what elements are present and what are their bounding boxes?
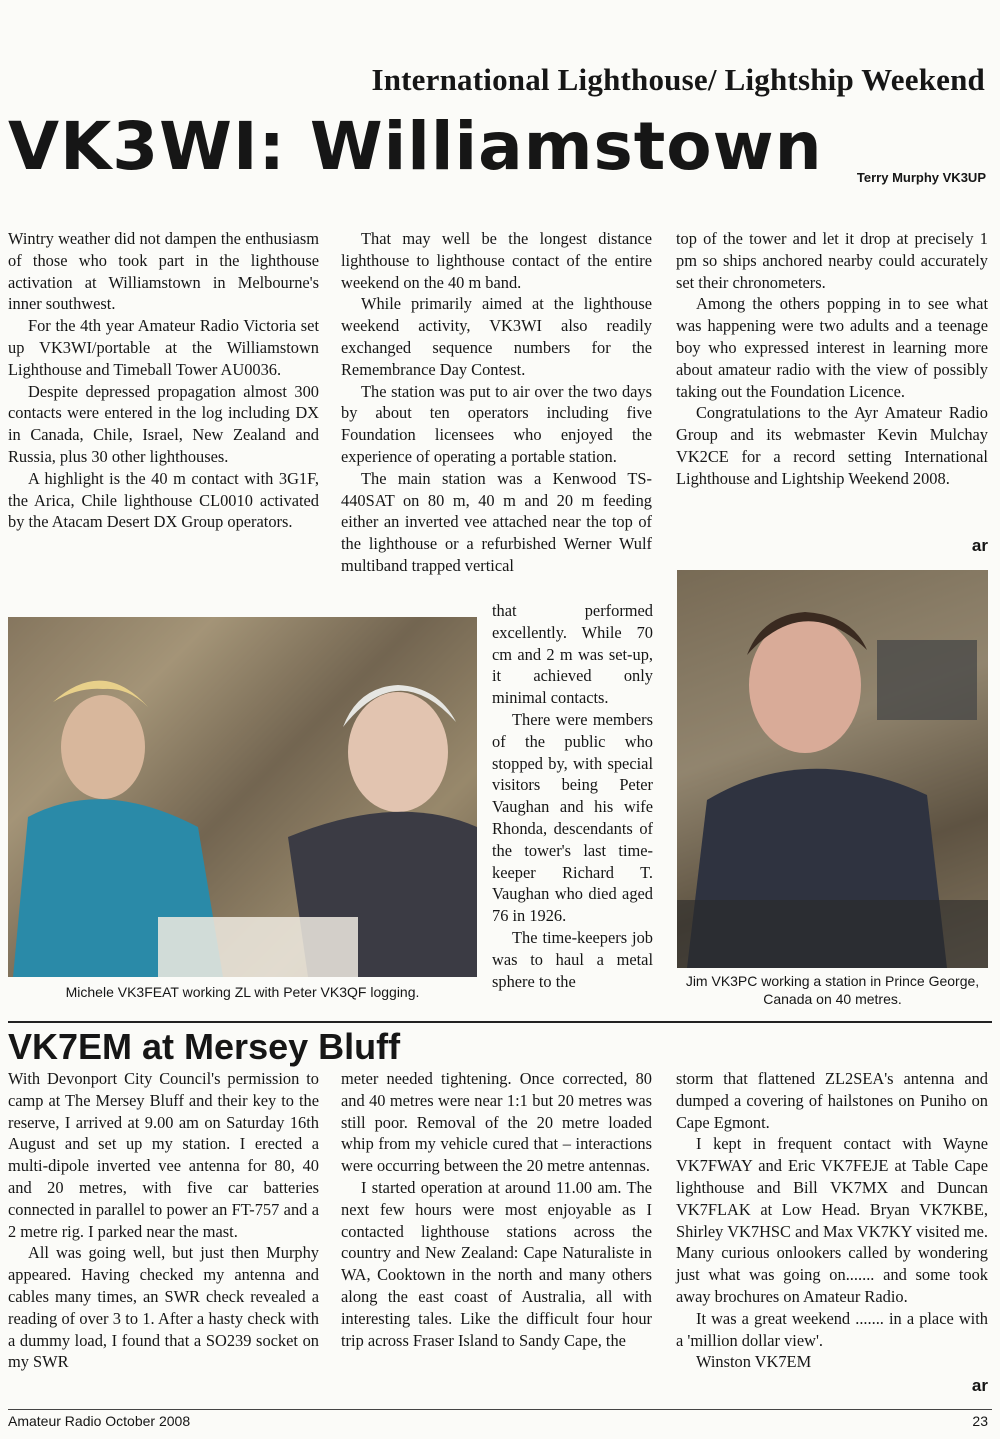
footer-publication: Amateur Radio October 2008 [8,1413,191,1429]
article-headline: VK3WI: Williamstown [8,108,823,185]
paragraph: meter needed tightening. Once corrected, 80 and 40 metres were near 1:1 but 20 metres was still poor. Removal of the 20 metre loaded whip from my vehicle cured that – interactions were occurring between the 20 metre antennas. [341,1069,652,1176]
end-mark: ar [971,536,988,555]
paragraph: Congratulations to the Ayr Amateur Radio Group and its webmaster Kevin Mulchay VK2CE for a record setting International Lighthouse and Lightship Weekend 2008. [676,403,988,488]
photo-operators-logging [8,617,477,977]
paragraph: A highlight is the 40 m contact with 3G1F, the Arica, Chile lighthouse CL0010 activated by the Atacam Desert DX Group operators. [8,468,319,532]
photo-caption: Jim VK3PC working a station in Prince George, Canada on 40 metres. [685,973,980,1007]
article2-column-1 [8,1068,319,1373]
article2-column-2 [341,1068,652,1351]
paragraph: It was a great weekend ....... in a place with a 'million dollar view'. [676,1308,988,1350]
paragraph: I kept in frequent contact with Wayne VK7FWAY and Eric VK7FEJE at Table Cape lighthouse and Bill VK7MX and Duncan VK7FLAK at Low Head. Bryan VK7KBE, Shirley VK7HSC and Max VK7KY visited me. Many curious onlookers called by wondering just what was going on....... and some took away brochures on Amateur Radio. [676,1134,988,1306]
article-kicker: International Lighthouse/ Lightship Weekend [371,62,985,97]
footer-rule [8,1409,992,1410]
article1-column-1 [8,228,319,533]
paragraph: For the 4th year Amateur Radio Victoria set up VK3WI/portable at the Williamstown Lighthouse and Timeball Tower AU0036. [8,316,319,379]
signature: Winston VK7EM [696,1352,812,1372]
section-divider [8,1021,992,1023]
paragraph: I started operation at around 11.00 am. The next few hours were most enjoyable as I contacted lighthouse stations across the country and New Zealand: Cape Naturaliste in WA, Cooktown in the north and many others along the east coast of Australia, all with interesting tales. Like the difficult four hour trip across Fraser Island to Sandy Cape, the [341,1177,652,1350]
paragraph: The main station was a Kenwood TS-440SAT on 80 m, 40 m and 20 m feeding either an inverted vee attached near the top of the lighthouse or a refurbished Werner Wulf multiband trapped vertical [341,468,652,575]
paragraph: The station was put to air over the two days by about ten operators including five Foundation licensees who enjoyed the experience of operating a portable station. [341,381,652,466]
article2-column-3 [676,1068,988,1373]
paragraph: Despite depressed propagation almost 300 contacts were entered in the log including DX in Canada, Chile, Israel, New Zealand and Russia, plus 30 other lighthouses. [8,381,319,466]
paragraph: storm that flattened ZL2SEA's antenna and dumped a covering of hailstones on Puniho on Cape Egmont. [676,1069,988,1132]
paragraph: While primarily aimed at the lighthouse weekend activity, VK3WI also readily exchanged sequence numbers for the Remembrance Day Contest. [341,294,652,379]
paragraph: With Devonport City Council's permission to camp at The Mersey Bluff and their key to the reserve, I arrived at 9.00 am on Saturday 16th August and set up my station. I erected a multi-dipole inverted vee antenna for 80, 40 and 20 metres, with five car batteries connected in parallel to power an FT-757 and a 2 metre rig. I parked near the mast. [8,1069,319,1241]
photo-caption: Michele VK3FEAT working ZL with Peter VK3QF logging. [65,984,420,1000]
byline: Terry Murphy VK3UP [856,170,986,185]
paragraph: That may well be the longest distance lighthouse to lighthouse contact of the entire weekend on the 40 m band. [341,229,652,292]
end-mark: ar [971,1376,988,1395]
paragraph: top of the tower and let it drop at precisely 1 pm so ships anchored nearby could accurately set their chronometers. [676,229,988,292]
paragraph: The time-keepers job was to haul a metal sphere to the [492,927,653,991]
paragraph: that performed excellently. While 70 cm and 2 m was set-up, it achieved only minimal contacts. [492,601,653,708]
section-title: VK7EM at Mersey Bluff [8,1026,401,1067]
photo-illustration [677,570,988,968]
article1-column-3 [676,228,988,490]
paragraph: There were members of the public who stopped by, with special visitors being Peter Vaughan and his wife Rhonda, descendants of the tower's last time-keeper Richard T. Vaughan who died aged 76 in 1926. [492,709,653,926]
paragraph: Among the others popping in to see what was happening were two adults and a teenage boy who expressed interest in learning more about amateur radio with the view of possibly taking out the Foundation Licence. [676,294,988,401]
article1-column-2 [341,228,652,577]
article1-column-2-continued [492,600,653,992]
photo-illustration [8,617,477,977]
paragraph: All was going well, but just then Murphy appeared. Having checked my antenna and cables many times, an SWR check revealed a reading of over 3 to 1. After a hasty check with a dummy load, I found that a SO239 socket on my SWR [8,1243,319,1372]
page-number: 23 [972,1413,988,1429]
photo-station-operator [677,570,988,968]
paragraph: Wintry weather did not dampen the enthusiasm of those who took part in the lighthouse activation at Williamstown in Melbourne's inner southwest. [8,229,319,314]
